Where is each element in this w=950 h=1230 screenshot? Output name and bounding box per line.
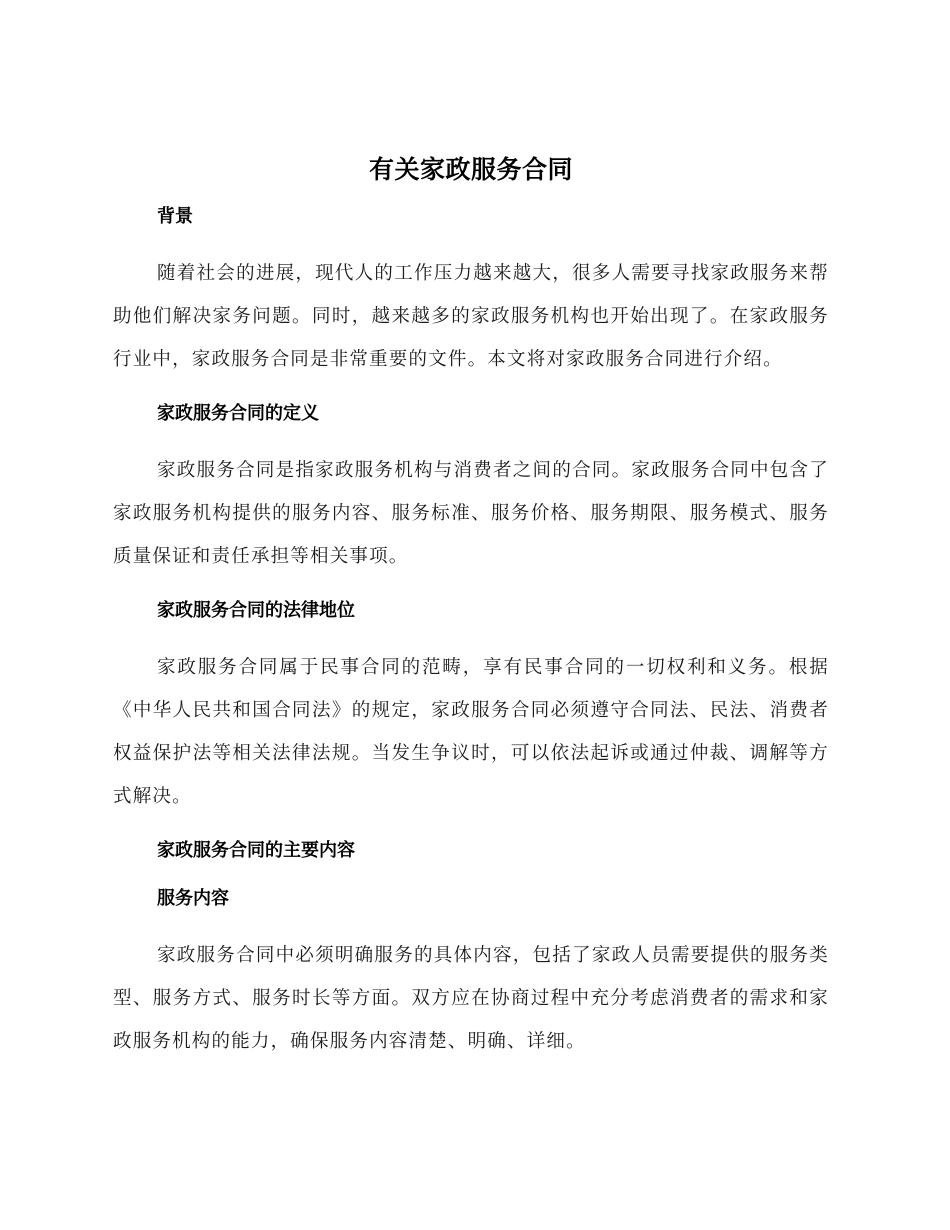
section-heading-main-content: 家政服务合同的主要内容 [157,840,355,861]
section-paragraph-definition: 家政服务合同是指家政服务机构与消费者之间的合同。家政服务合同中包含了家政服务机构提供的服务内容、服务标准、服务价格、服务期限、服务模式、服务质量保证和责任承担等相关事项。 [113,460,829,567]
section-paragraph-legal-status: 家政服务合同属于民事合同的范畴，享有民事合同的一切权利和义务。根据《中华人民共和国合同法》的规定，家政服务合同必须遵守合同法、民法、消费者权益保护法等相关法律法规。当发生争议时，可以依法起诉或通过仲裁、调解等方式解决。 [113,657,829,807]
document-body [113,150,829,1083]
document-title: 有关家政服务合同 [368,155,573,184]
section-heading-background: 背景 [157,206,193,227]
section-heading-legal-status: 家政服务合同的法律地位 [157,600,355,621]
section-heading-service-content: 服务内容 [157,888,229,909]
section-paragraph-service-content: 家政服务合同中必须明确服务的具体内容，包括了家政人员需要提供的服务类型、服务方式、服务时长等方面。双方应在协商过程中充分考虑消费者的需求和家政服务机构的能力，确保服务内容清楚、明确、详细。 [113,945,829,1052]
section-heading-definition: 家政服务合同的定义 [157,403,319,424]
section-paragraph-background: 随着社会的进展，现代人的工作压力越来越大，很多人需要寻找家政服务来帮助他们解决家务问题。同时，越来越多的家政服务机构也开始出现了。在家政服务行业中，家政服务合同是非常重要的文件。本文将对家政服务合同进行介绍。 [113,263,829,370]
